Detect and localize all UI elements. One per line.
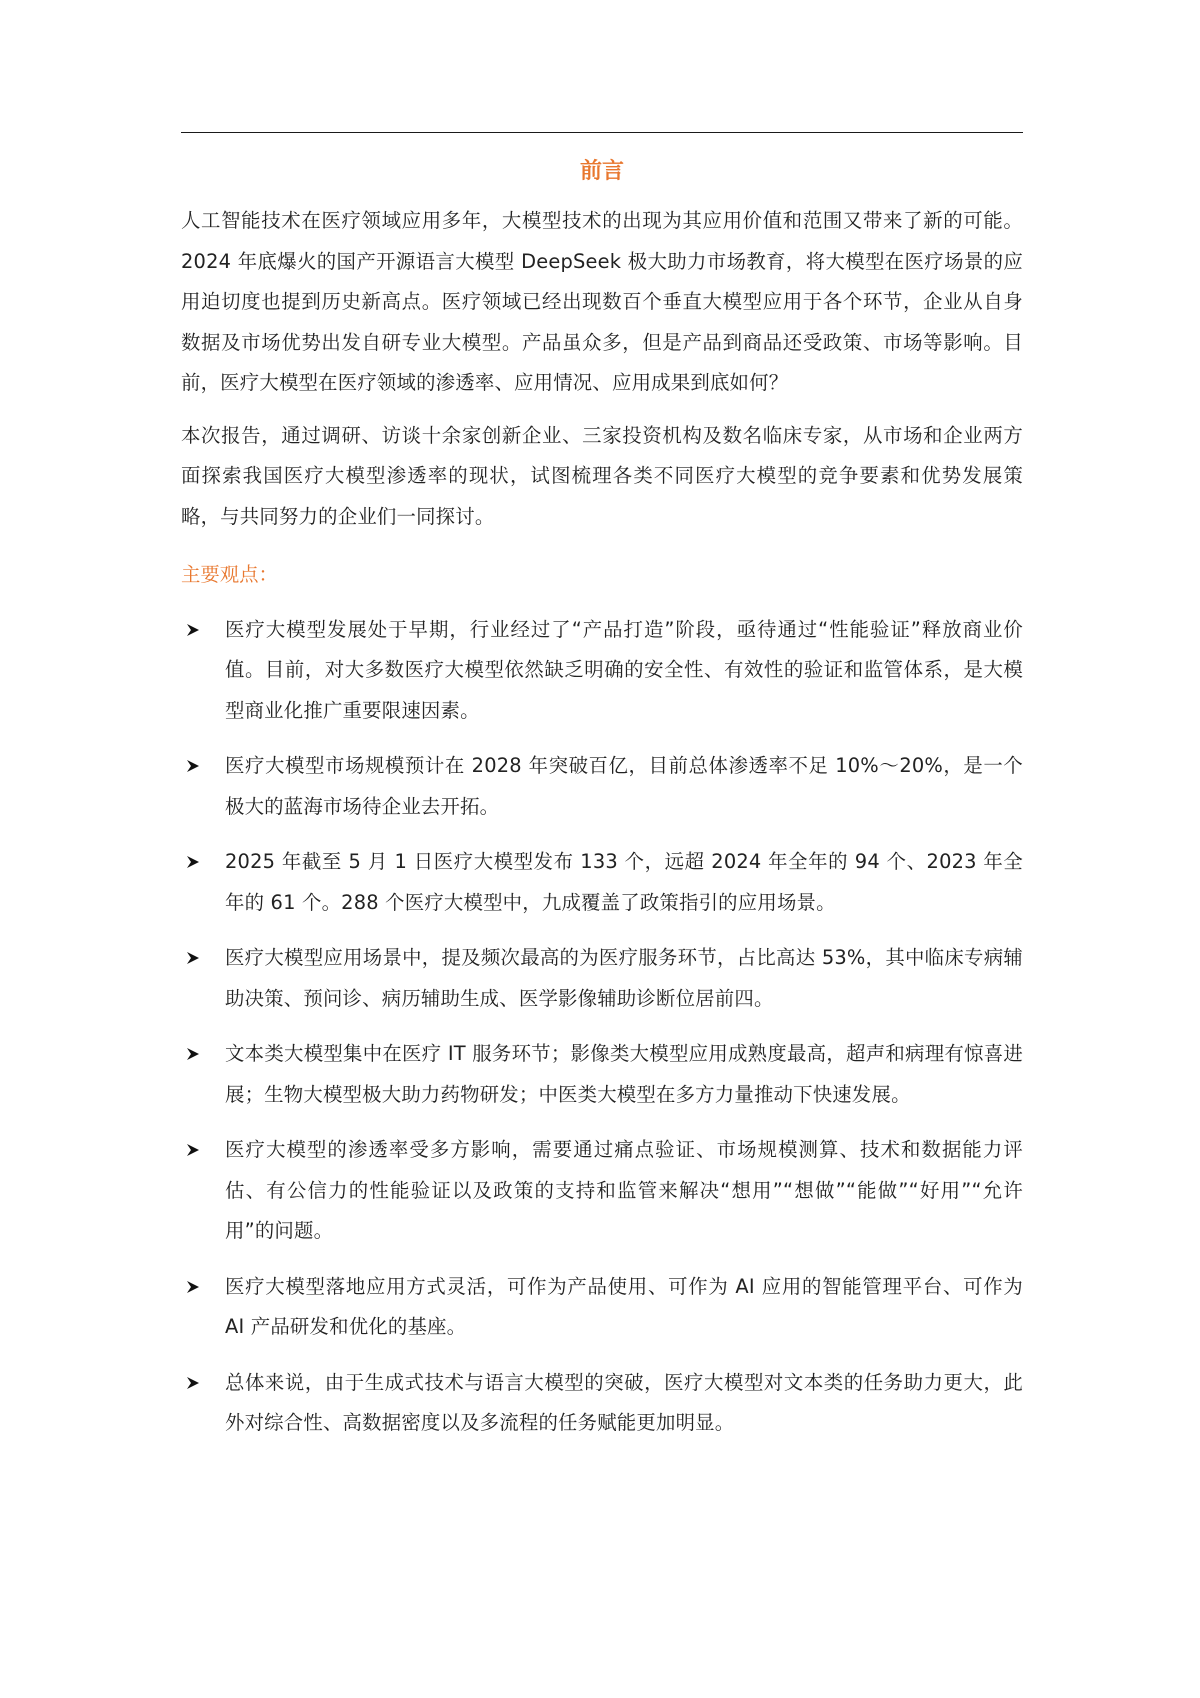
key-point-text: 医疗大模型落地应用方式灵活，可作为产品使用、可作为 AI 应用的智能管理平台、可作为 AI 产品研发和优化的基座。 [225,1274,1023,1338]
key-point-item [181,1130,1023,1252]
key-point-item [181,1034,1023,1115]
arrow-right-icon [183,1267,203,1308]
method-paragraph: 本次报告，通过调研、访谈十余家创新企业、三家投资机构及数名临床专家，从市场和企业两方面探索我国医疗大模型渗透率的现状，试图梳理各类不同医疗大模型的竞争要素和优势发展策略，与共同努力的企业们一同探讨。 [181,423,1023,528]
arrow-right-icon [183,1130,203,1171]
arrow-right-icon [183,610,203,651]
key-point-text: 医疗大模型应用场景中，提及频次最高的为医疗服务环节，占比高达 53%，其中临床专病辅助决策、预问诊、病历辅助生成、医学影像辅助诊断位居前四。 [225,946,1023,1010]
key-points-heading: 主要观点： [181,563,278,586]
key-point-text: 医疗大模型的渗透率受多方影响，需要通过痛点验证、市场规模测算、技术和数据能力评估、有公信力的性能验证以及政策的支持和监管来解决“想用”“想做”“能做”“好用”“允许用”的问题。 [225,1138,1023,1242]
key-point-text: 医疗大模型发展处于早期，行业经过了“产品打造”阶段，亟待通过“性能验证”释放商业价值。目前，对大多数医疗大模型依然缺乏明确的安全性、有效性的验证和监管体系，是大模型商业化推广重要限速因素。 [225,617,1023,722]
intro-paragraph: 人工智能技术在医疗领域应用多年，大模型技术的出现为其应用价值和范围又带来了新的可能。2024 年底爆火的国产开源语言大模型 DeepSeek 极大助力市场教育，将大模型在医疗场景的应用迫切度也提到历史新高点。医疗领域已经出现数百个垂直大模型应用于各个环节，企业从自身数据及市场优势出发自研专业大模型。产品虽众多，但是产品到商品还受政策、市场等影响。目前，医疗大模型在医疗领域的渗透率、应用情况、应用成果到底如何？ [181,209,1023,394]
key-point-text: 2025 年截至 5 月 1 日医疗大模型发布 133 个，远超 2024 年全年的 94 个、2023 年全年的 61 个。288 个医疗大模型中，九成覆盖了政策指引的应用场景。 [225,850,1023,914]
key-points-list [181,610,1023,1444]
key-point-text: 总体来说，由于生成式技术与语言大模型的突破，医疗大模型对文本类的任务助力更大，此外对综合性、高数据密度以及多流程的任务赋能更加明显。 [225,1370,1023,1434]
key-point-text: 医疗大模型市场规模预计在 2028 年突破百亿，目前总体渗透率不足 10%～20%，是一个极大的蓝海市场待企业去开拓。 [225,754,1023,818]
key-point-text: 文本类大模型集中在医疗 IT 服务环节；影像类大模型应用成熟度最高，超声和病理有惊喜进展；生物大模型极大助力药物研发；中医类大模型在多方力量推动下快速发展。 [225,1042,1023,1106]
header-rule [181,132,1023,133]
arrow-right-icon [183,938,203,979]
page-title: 前言 [579,159,624,184]
key-point-item [181,938,1023,1019]
arrow-right-icon [183,746,203,787]
key-point-item [181,1363,1023,1444]
document-page [181,132,1023,1459]
arrow-right-icon [183,1363,203,1404]
key-point-item [181,610,1023,732]
arrow-right-icon [183,842,203,883]
key-point-item [181,1267,1023,1348]
arrow-right-icon [183,1034,203,1075]
key-point-item [181,746,1023,827]
key-point-item [181,842,1023,923]
